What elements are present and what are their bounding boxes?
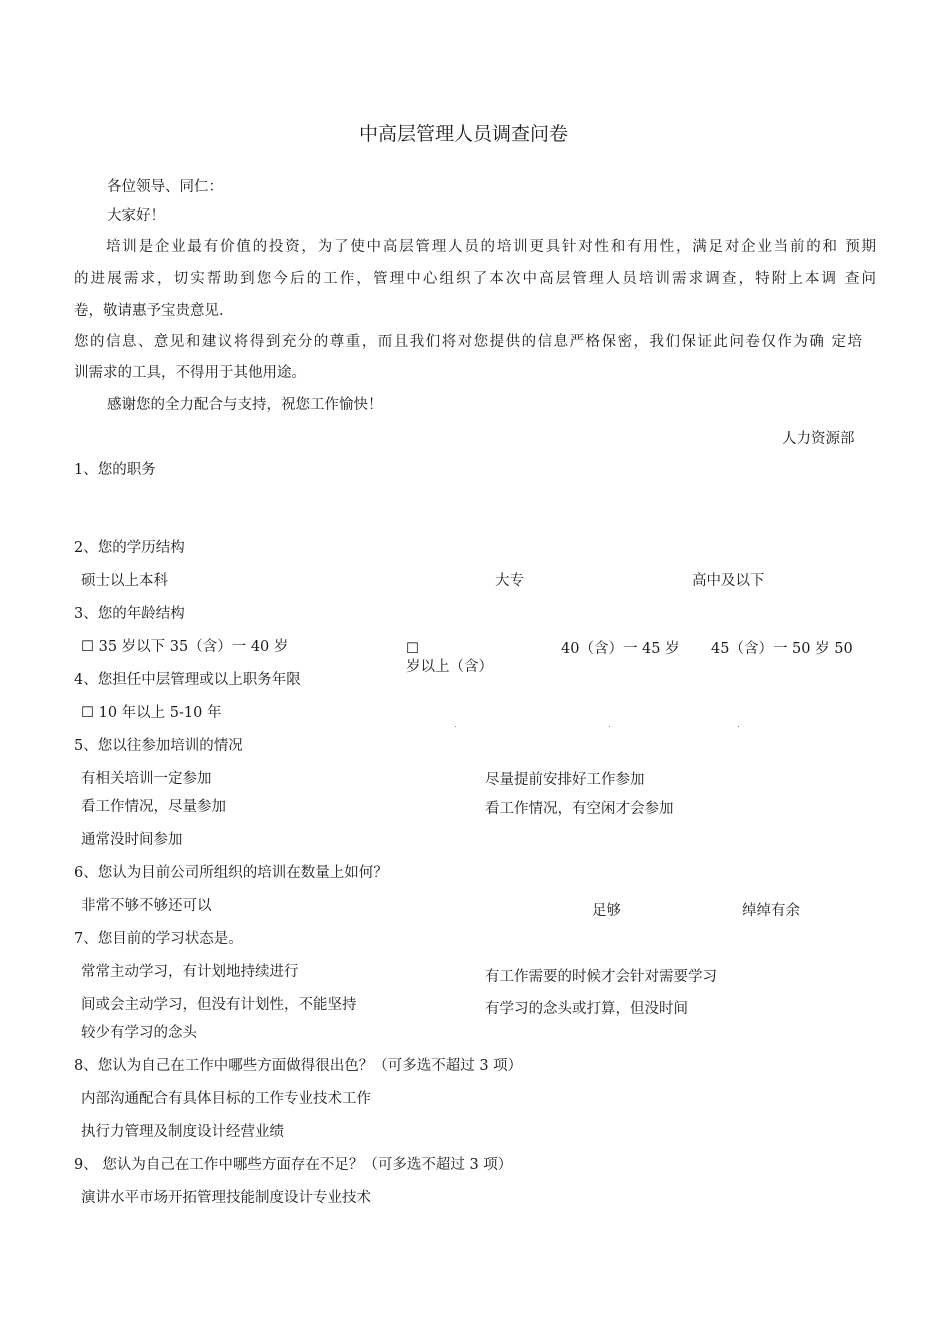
question-4-label: 4、您担任中层管理或以上职务年限 [74,672,301,688]
question-1-label: 1、您的职务 [74,462,156,478]
question-8-label: 8、您认为自己在工作中哪些方面做得很出色？（可多选不超过 3 项） [74,1058,523,1074]
question-7-option[interactable]: 有学习的念头或打算，但没时间 [485,1001,688,1017]
question-8-option[interactable]: 内部沟通配合有具体目标的工作专业技术工作 [81,1091,371,1107]
question-2-label: 2、您的学历结构 [74,540,185,556]
question-7-option[interactable]: 较少有学习的念头 [81,1025,197,1041]
question-6-option[interactable]: 足够 [592,903,621,919]
stray-mark [455,726,456,727]
thanks-line: 感谢您的全力配合与支持，祝您工作愉快！ [107,397,383,413]
intro-paragraph-1-line-2: 的进展需求，切实帮助到您今后的工作，管理中心组织了本次中高层管理人员培训需求调查，特附上本调 查问 [74,271,876,287]
intro-paragraph-1-line-1: 培训是企业最有价值的投资，为了使中高层管理人员的培训更具针对性和有用性，满足对企业当前的和 预期 [106,239,876,255]
stray-mark [609,726,610,727]
question-5-option[interactable]: 尽量提前安排好工作参加 [485,772,645,788]
question-5-option[interactable]: 看工作情况，尽量参加 [81,799,226,815]
intro-paragraph-2-line-1: 您的信息、意见和建议将得到充分的尊重，而且我们将对您提供的信息严格保密，我们保证此问卷仅作为确 定培 [74,334,862,350]
question-6-option[interactable]: 非常不够不够还可以 [81,898,212,914]
question-7-option[interactable]: 间或会主动学习，但没有计划性，不能坚持 [81,997,357,1013]
question-3-label: 3、您的年龄结构 [74,606,185,622]
intro-paragraph-1-line-3: 卷，敬请惠予宝贵意见. [74,303,224,319]
question-3-option[interactable]: 岁以上（含） [406,659,493,675]
greeting: 大家好！ [107,208,165,224]
question-7-option[interactable]: 常常主动学习，有计划地持续进行 [81,964,299,980]
question-3-option[interactable]: 40（含）一 45 岁 [561,641,680,657]
question-8-option[interactable]: 执行力管理及制度设计经营业绩 [81,1124,284,1140]
intro-paragraph-2-line-2: 训需求的工具，不得用于其他用途。 [74,365,306,381]
question-9-label: 9、 您认为自己在工作中哪些方面存在不足？（可多选不超过 3 项） [74,1157,513,1173]
question-7-option[interactable]: 有工作需要的时候才会针对需要学习 [485,969,717,985]
question-5-option[interactable]: 有相关培训一定参加 [81,771,212,787]
question-3-option[interactable]: 45（含）一 50 岁 50 [711,641,853,657]
question-5-option[interactable]: 看工作情况，有空闲才会参加 [485,801,674,817]
question-9-option[interactable]: 演讲水平市场开拓管理技能制度设计专业技术 [81,1190,371,1206]
question-7-label: 7、您目前的学习状态是。 [74,931,243,947]
question-2-option[interactable]: 大专 [495,573,524,589]
question-2-option[interactable]: 硕士以上本科 [81,573,168,589]
page-title: 中高层管理人员调查问卷 [359,123,569,145]
question-5-option[interactable]: 通常没时间参加 [81,832,183,848]
question-6-label: 6、您认为目前公司所组织的培训在数量上如何？ [74,865,388,881]
question-2-option[interactable]: 高中及以下 [692,573,765,589]
question-3-option[interactable]: ☐ 35 岁以下 35（含）一 40 岁 [81,639,289,655]
question-4-option[interactable]: ☐ 10 年以上 5-10 年 [81,705,222,721]
question-6-option[interactable]: 绰绰有余 [742,903,800,919]
question-5-label: 5、您以往参加培训的情况 [74,738,243,754]
checkbox-icon[interactable]: ☐ [406,641,419,657]
signature: 人力资源部 [782,431,855,447]
stray-mark [738,726,739,727]
salutation: 各位领导、同仁： [107,179,223,195]
